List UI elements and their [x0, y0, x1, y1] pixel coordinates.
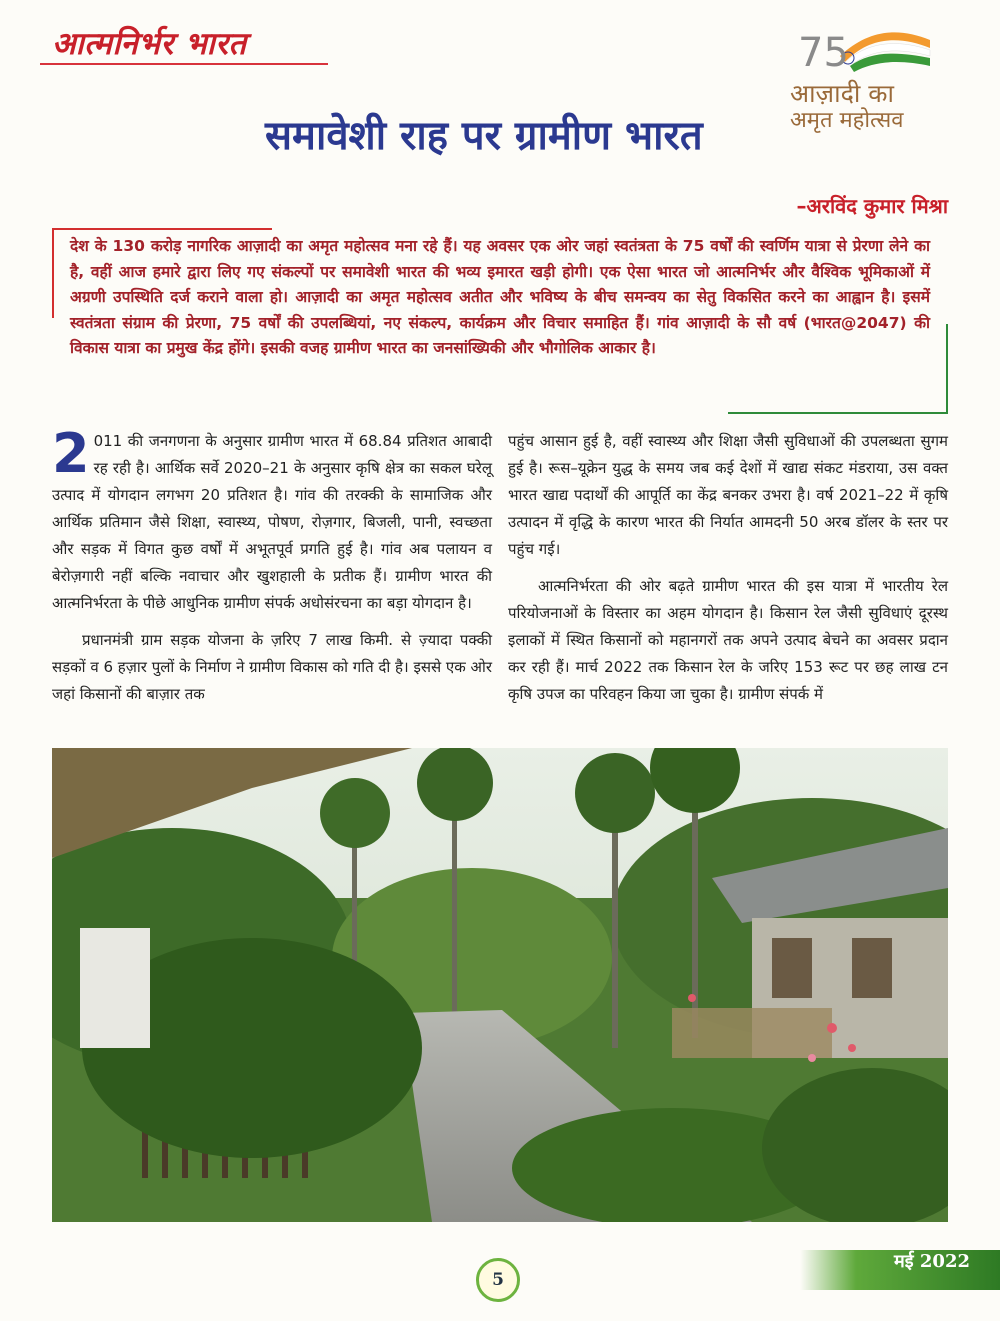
- azadi-ka-amrit-mahotsav-logo: [790, 18, 965, 136]
- intro-text: देश के 130 करोड़ नागरिक आज़ादी का अमृत महोत्सव मना रहे हैं। यह अवसर एक ओर जहां स्वतंत्रता के 75 वर्षों की स्वर्णिम यात्रा से प्रेरणा लेने का है, वहीं आज हमारे द्वारा लिए गए संकल्पों पर समावेशी भारत की भव्य इमारत खड़ी होगी। एक ऐसा भारत जो आत्मनिर्भर और वैश्विक भूमिकाओं में अग्रणी उपस्थिति दर्ज कराने वाला हो। आज़ादी का अमृत महोत्सव अतीत और भविष्य के बीच समन्वय का सेतु विकसित करने का आह्वान है। इसमें स्वतंत्रता संग्राम की प्रेरणा, 75 वर्षों की उपलब्धियां, नए संकल्प, कार्यक्रम और विचार समाहित हैं। गांव आज़ादी के सौ वर्ष (भारत@2047) की विकास यात्रा का प्रमुख केंद्र होंगे। इसकी वजह ग्रामीण भारत का जनसांख्यिकी और भौगोलिक आकार है।: [70, 237, 930, 357]
- article-headline: समावेशी राह पर ग्रामीण भारत: [265, 113, 703, 159]
- intro-box: [52, 224, 948, 414]
- logo-line1: आज़ादी का: [790, 79, 894, 108]
- paragraph-text: आत्मनिर्भरता की ओर बढ़ते ग्रामीण भारत की इस यात्रा में भारतीय रेल परियोजनाओं के विस्तार का अहम योगदान है। किसान रेल जैसी सुविधाएं दूरस्थ इलाकों में स्थित किसानों को महानगरों तक अपने उत्पाद बेचने का अवसर प्रदान कर रही हैं। मार्च 2022 तक किसान रेल के जरिए 153 रूट पर छह लाख टन कृषि उपज का परिवहन किया जा चुका है। ग्रामीण संपर्क में: [508, 577, 948, 703]
- section-title: आत्मनिर्भर भारत: [52, 26, 247, 62]
- paragraph-text: पहुंच आसान हुई है, वहीं स्वास्थ्य और शिक्षा जैसी सुविधाओं की उपलब्धता सुगम हुई है। रूस–यूक्रेन युद्ध के समय जब कई देशों में खाद्य संकट मंडराया, उस वक्त भारत खाद्य पदार्थों की आपूर्ति का केंद्र बनकर उभरा है। वर्ष 2021–22 में कृषि उत्पादन में वृद्धि के कारण भारत की निर्यात आमदनी 50 अरब डॉलर के स्तर पर पहुंच गई।: [508, 432, 948, 558]
- intro-border-bottom-right: [728, 412, 948, 414]
- intro-border-left: [52, 228, 54, 318]
- section-rule: [40, 63, 328, 65]
- village-photo-illustration: [52, 748, 948, 1222]
- paragraph-text: प्रधानमंत्री ग्राम सड़क योजना के ज़रिए 7 लाख किमी. से ज़्यादा पक्की सड़कों व 6 हज़ार पुलों के निर्माण ने ग्रामीण विकास को गति दी है। इससे एक ओर जहां किसानों की बाज़ार तक: [52, 631, 492, 703]
- intro-border-right: [946, 324, 948, 414]
- article-column-left: [52, 422, 492, 718]
- paragraph-text: 011 की जनगणना के अनुसार ग्रामीण भारत में 68.84 प्रतिशत आबादी रह रही है। आर्थिक सर्वे 2020–21 के अनुसार कृषि क्षेत्र का सकल घरेलू उत्पाद में योगदान लगभग 20 प्रतिशत है। गांव की तरक्की के सामाजिक और आर्थिक प्रतिमान जैसे शिक्षा, स्वास्थ्य, पोषण, रोज़गार, बिजली, पानी, स्वच्छता और सड़क में विगत कुछ वर्षों में अभूतपूर्व प्रगति हुई है। गांव अब पलायन व बेरोज़गारी नहीं बल्कि नवाचार और खुशहाली के प्रतीक हैं। ग्रामीण भारत की आत्मनिर्भरता के पीछे आधुनिक ग्रामीण संपर्क अधोसंरचना का बड़ा योगदान है।: [52, 432, 492, 612]
- article-author: –अरविंद कुमार मिश्रा: [796, 194, 948, 218]
- logo-emblem: [790, 18, 965, 80]
- logo-number: 75: [798, 30, 849, 76]
- logo-line2: अमृत महोत्सव: [790, 108, 904, 133]
- village-road-photo: [52, 748, 948, 1222]
- paragraph: [52, 422, 492, 617]
- page-number: 5: [476, 1258, 520, 1302]
- drop-cap: 2: [52, 422, 90, 485]
- article-column-right: [508, 428, 948, 718]
- intro-border-top-left: [52, 228, 272, 230]
- issue-date: मई 2022: [800, 1250, 1000, 1290]
